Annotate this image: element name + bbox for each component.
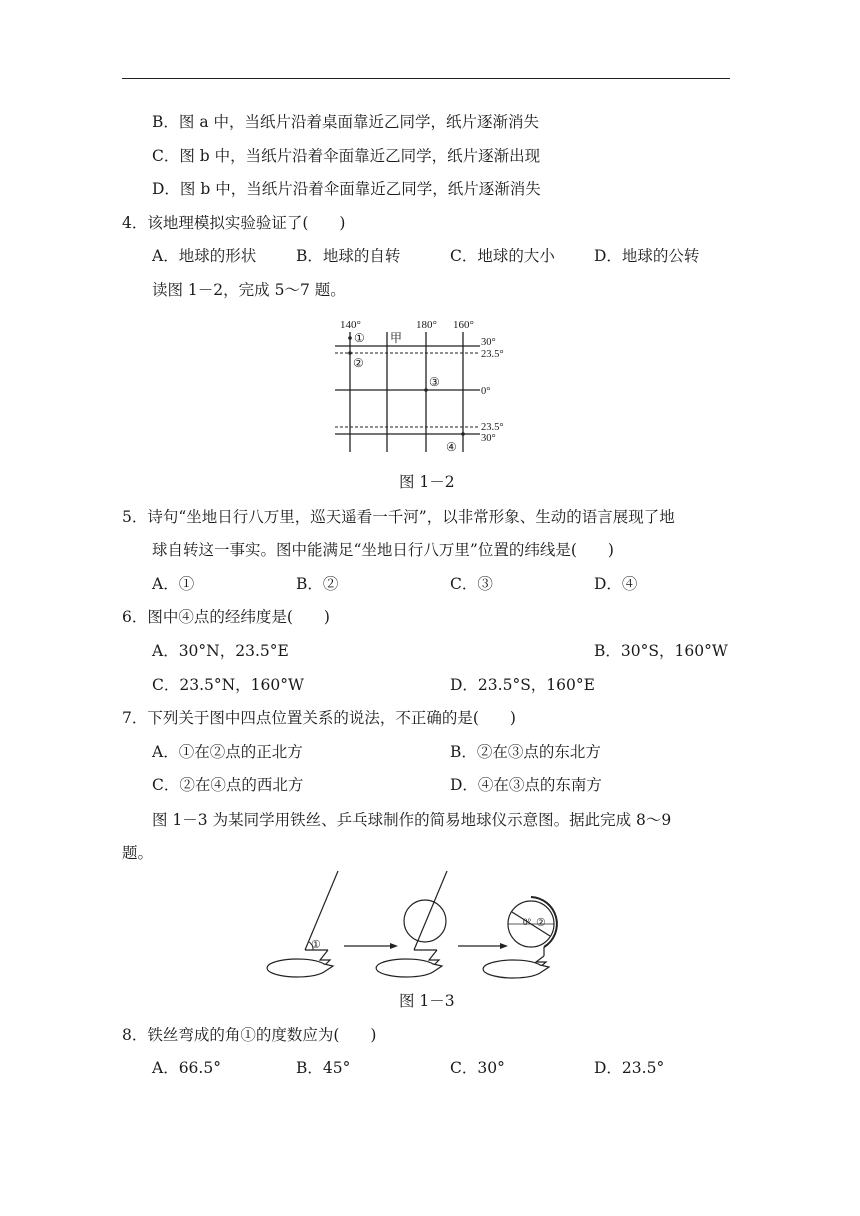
- lon-label-160: 160°: [453, 319, 474, 331]
- marker-2: ②: [353, 356, 364, 370]
- lat-label-30n: 30°: [481, 337, 496, 348]
- globe-zero-label: 0°: [523, 917, 532, 927]
- q6-option-c: C．23.5°N，160°W: [152, 676, 304, 694]
- q5-stem-line1: 5．诗句“坐地日行八万里，巡天遥看一千河”，以非常形象、生动的语言展现了地: [122, 508, 675, 526]
- ball-on-wire-step2: [376, 871, 447, 977]
- q7-option-c: C．②在④点的西北方: [152, 776, 304, 794]
- lon-label-140: 140°: [340, 319, 361, 331]
- intro-8-9-line2: 题。: [122, 844, 154, 862]
- q6-option-a: A．30°N，23.5°E: [152, 642, 289, 660]
- wire-stand-step1: [267, 871, 338, 977]
- q8-option-a: A．66.5°: [152, 1059, 221, 1077]
- angle-marker-1: ①: [311, 939, 321, 951]
- q3-option-c: C．图 b 中，当纸片沿着伞面靠近乙同学，纸片逐渐出现: [152, 147, 541, 165]
- q4-option-d: D．地球的公转: [594, 247, 700, 265]
- lat-label-235s: 23.5°: [481, 422, 504, 433]
- marker-1: ①: [354, 331, 365, 345]
- globe-marker-2: ②: [536, 917, 546, 929]
- q8-option-d: D．23.5°: [594, 1059, 665, 1077]
- figure-1-2-caption: 图 1－2: [399, 473, 455, 491]
- point-3: [424, 388, 428, 392]
- arrow-1: [344, 943, 398, 949]
- q7-option-b: B．②在③点的东北方: [450, 743, 601, 761]
- point-4: [461, 432, 465, 436]
- q5-stem-line2: 球自转这一事实。图中能满足“坐地日行八万里”位置的纬线是( ): [152, 541, 614, 559]
- marker-4: ④: [446, 440, 457, 454]
- q6-option-b: B．30°S，160°W: [594, 642, 728, 660]
- header-rule: [122, 78, 730, 79]
- q7-stem: 7．下列关于图中四点位置关系的说法，不正确的是( ): [122, 709, 516, 727]
- intro-8-9-line1: 图 1－3 为某同学用铁丝、乒乓球制作的简易地球仪示意图。据此完成 8～9: [152, 811, 672, 829]
- lat-label-30s: 30°: [481, 433, 496, 444]
- q8-option-c: C．30°: [450, 1059, 505, 1077]
- globe-step3: [483, 897, 557, 978]
- q3-option-b: B．图 a 中，当纸片沿着桌面靠近乙同学，纸片逐渐消失: [152, 113, 539, 131]
- q8-stem: 8．铁丝弯成的角①的度数应为( ): [122, 1026, 377, 1044]
- q5-option-b: B．②: [296, 575, 339, 593]
- q4-option-b: B．地球的自转: [296, 247, 401, 265]
- figure-1-3: [280, 866, 580, 986]
- q7-option-a: A．①在②点的正北方: [152, 743, 303, 761]
- point-2: [348, 351, 352, 355]
- q6-stem: 6．图中④点的经纬度是( ): [122, 608, 330, 626]
- q3-option-d: D．图 b 中，当纸片沿着伞面靠近乙同学，纸片逐渐消失: [152, 180, 541, 198]
- intro-5-7: 读图 1－2，完成 5～7 题。: [152, 281, 346, 299]
- marker-3: ③: [429, 375, 440, 389]
- q5-option-d: D．④: [594, 575, 638, 593]
- point-1: [348, 336, 352, 340]
- q5-option-a: A．①: [152, 575, 195, 593]
- figure-1-2: [320, 314, 540, 459]
- q4-option-c: C．地球的大小: [450, 247, 555, 265]
- q4-stem: 4．该地理模拟实验验证了( ): [122, 214, 346, 232]
- lat-label-0: 0°: [481, 386, 491, 397]
- lat-label-235n: 23.5°: [481, 349, 504, 360]
- q6-option-d: D．23.5°S，160°E: [450, 676, 595, 694]
- lon-label-180: 180°: [416, 319, 437, 331]
- q4-option-a: A．地球的形状: [152, 247, 257, 265]
- arrow-2: [458, 943, 508, 949]
- q8-option-b: B．45°: [296, 1059, 351, 1077]
- jia-label: 甲: [390, 331, 403, 345]
- q7-option-d: D．④在③点的东南方: [450, 776, 602, 794]
- figure-1-3-caption: 图 1－3: [399, 992, 455, 1010]
- q5-option-c: C．③: [450, 575, 493, 593]
